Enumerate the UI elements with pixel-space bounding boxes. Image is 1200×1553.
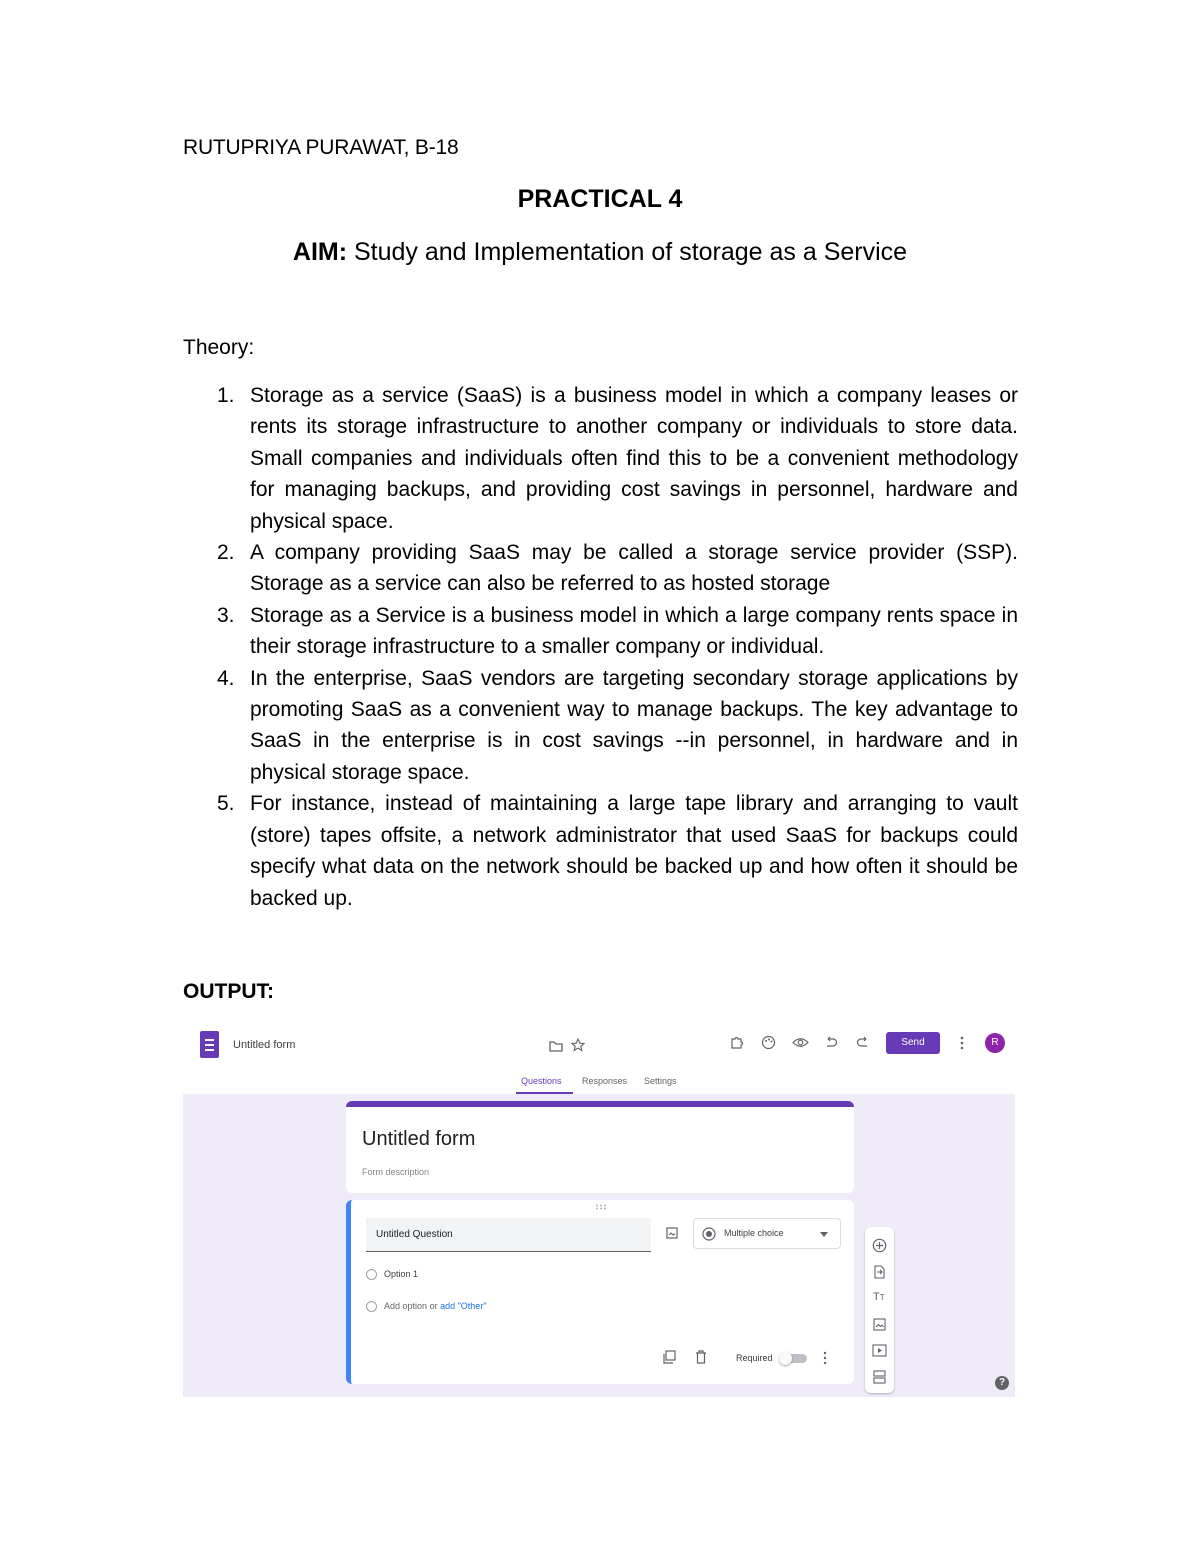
add-other-link[interactable]: add "Other"	[440, 1301, 487, 1311]
avatar[interactable]: R	[985, 1033, 1005, 1053]
theory-item-number: 2.	[217, 541, 235, 565]
form-title-card[interactable]	[346, 1101, 854, 1193]
folder-icon[interactable]	[549, 1040, 563, 1052]
aim-label: AIM:	[292, 238, 348, 266]
theory-item	[183, 537, 1018, 600]
google-forms-logo-icon	[200, 1031, 219, 1058]
star-icon[interactable]	[571, 1038, 585, 1052]
option-radio[interactable]	[366, 1269, 377, 1280]
add-option-radio	[366, 1301, 377, 1312]
add-question-icon[interactable]	[872, 1238, 887, 1253]
add-image-icon[interactable]	[666, 1227, 678, 1239]
theory-item-text: In the enterprise, SaaS vendors are targeting secondary storage applications by promoting SaaS as a convenient way to manage backups. The key advantage to SaaS in the enterprise is in cost savings --in personnel, in hardware and in physical storage space.	[250, 666, 1018, 784]
theory-item	[183, 380, 1018, 537]
theory-item	[183, 788, 1018, 914]
add-option-link[interactable]: Add option	[384, 1301, 428, 1311]
drag-handle-icon[interactable]	[595, 1204, 609, 1210]
duplicate-icon[interactable]	[662, 1350, 676, 1364]
add-option-row	[384, 1301, 487, 1311]
theory-item	[183, 663, 1018, 789]
option-1-label[interactable]: Option 1	[384, 1269, 419, 1279]
tab-settings[interactable]: Settings	[644, 1076, 677, 1086]
app-title[interactable]: Untitled form	[233, 1039, 296, 1051]
delete-trash-icon[interactable]	[695, 1350, 707, 1364]
tab-responses[interactable]: Responses	[582, 1076, 628, 1086]
theory-item-text: For instance, instead of maintaining a large tape library and arranging to vault (store) tapes offsite, a network administrator that used SaaS for backups could specify what data on the network should be backed up and how often it should be backed up.	[250, 792, 1018, 910]
chevron-down-icon	[820, 1232, 828, 1237]
preview-eye-icon[interactable]	[792, 1036, 809, 1049]
add-ons-icon[interactable]	[729, 1035, 744, 1050]
import-questions-icon[interactable]	[873, 1265, 886, 1279]
add-title-icon[interactable]: TT	[873, 1291, 885, 1303]
radio-type-icon	[702, 1227, 716, 1241]
theory-heading: Theory:	[183, 336, 255, 359]
form-description[interactable]: Form description	[362, 1167, 430, 1177]
palette-icon[interactable]	[761, 1035, 776, 1050]
theory-list	[183, 380, 1018, 914]
undo-icon[interactable]	[824, 1036, 838, 1049]
theory-item-number: 4.	[217, 666, 235, 690]
add-section-icon[interactable]	[873, 1370, 886, 1384]
question-input[interactable]	[366, 1218, 651, 1252]
question-type-select[interactable]	[693, 1218, 841, 1249]
practical-title: PRACTICAL 4	[517, 185, 683, 213]
more-options-icon[interactable]	[959, 1035, 965, 1051]
theory-item-text: Storage as a Service is a business model in which a large company rents space in their storage infrastructure to a smaller company or individual.	[250, 603, 1018, 659]
question-more-icon[interactable]	[822, 1351, 828, 1365]
floating-toolbar	[865, 1227, 894, 1393]
theory-item	[183, 600, 1018, 663]
tab-questions[interactable]: Questions	[521, 1076, 562, 1086]
question-placeholder: Untitled Question	[376, 1229, 453, 1240]
aim-line	[0, 238, 1200, 267]
author-line: RUTUPRIYA PURAWAT, B-18	[183, 136, 459, 159]
redo-icon[interactable]	[856, 1036, 870, 1049]
theory-item-number: 1.	[217, 384, 235, 407]
active-tab-indicator	[516, 1092, 573, 1094]
send-button[interactable]: Send	[886, 1032, 940, 1054]
or-label: or	[429, 1301, 438, 1311]
theory-item-text: A company providing SaaS may be called a storage service provider (SSP). Storage as a service can also be referred to as hosted storage	[250, 541, 1018, 596]
add-image-toolbar-icon[interactable]	[873, 1318, 886, 1331]
question-type-label: Multiple choice	[724, 1228, 784, 1238]
aim-text: Study and Implementation of storage as a Service	[347, 238, 908, 266]
required-label: Required	[736, 1353, 773, 1363]
theory-item-number: 3.	[217, 603, 235, 627]
required-toggle[interactable]	[781, 1354, 807, 1363]
form-title[interactable]: Untitled form	[362, 1128, 476, 1150]
help-icon[interactable]: ?	[995, 1376, 1009, 1390]
output-heading: OUTPUT:	[183, 980, 274, 1003]
theory-item-number: 5.	[217, 792, 235, 816]
theory-item-text: Storage as a service (SaaS) is a business model in which a company leases or rents its storage infrastructure to another company or individuals to store data. Small companies and individuals often find this to be a convenient methodology for managing backups, and providing cost savings in personnel, hardware and physical space.	[250, 384, 1018, 533]
question-card[interactable]	[346, 1200, 854, 1384]
forms-screenshot	[183, 1022, 1015, 1397]
toggle-knob	[779, 1352, 792, 1365]
add-video-icon[interactable]	[872, 1344, 887, 1357]
